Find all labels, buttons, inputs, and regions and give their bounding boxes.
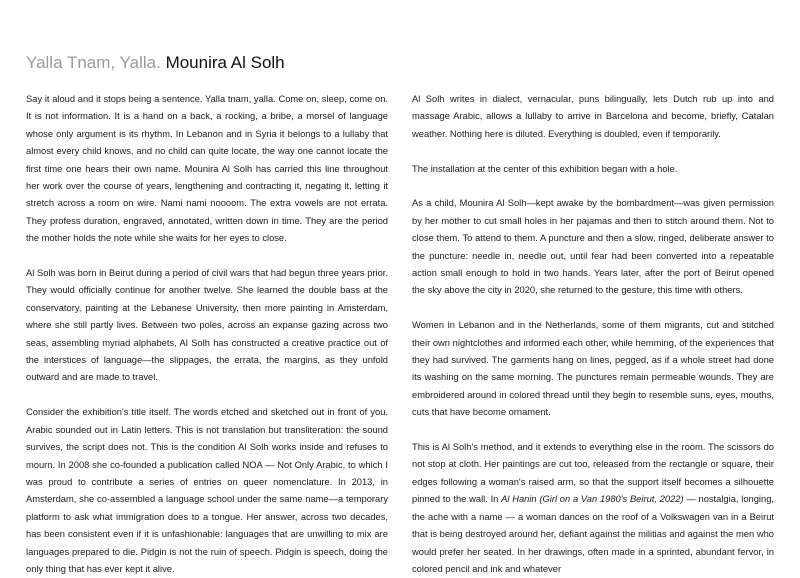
right-text-column	[412, 91, 774, 578]
paragraph: Consider the exhibition's title itself. The words etched and sketched out in front of you. Arabic sounded out in Latin letters. This is not translation but transliteration: the sound survives, the script does not. This is the condition Al Solh works inside and refuses to mourn. In 2008 she co-founded a publication called NOA — Not Only Arabic, to which I was proud to contribute a series of entries on queer nomenclature. In 2013, in Amsterdam, she co-assembled a language school under the same name—a temporary platform to ask what immigration does to a tongue. Her answer, across two decades, has been consistent even if it is unfashionable: languages that are unwilling to mix are languages prepared to die. Pidgin is not the ruin of speech. Pidgin is speech, doing the only thing that has ever kept it alive.	[26, 407, 388, 574]
paragraph: Al Solh was born in Beirut during a period of civil wars that had begun three years prior. They would officially continue for another twelve. She learned the double bass at the conservatory, painting at the Lebanese University, then more painting in Amsterdam, where she still partly lives. Between two poles, across an expanse gazing across two seas, assembling myriad alphabets, Al Solh has constructed a creative practice out of the interstices of language—the slippages, the errata, the margins, as they unfold outward and are made to travel.	[26, 268, 388, 383]
paragraph: Say it aloud and it stops being a sentence. Yalla tnam, yalla. Come on, sleep, come on. It is not information. It is a hand on a back, a rocking, a bribe, a morsel of language whose only argument is its rhythm. In Lebanon and in Syria it belongs to a lullaby that almost every child knows, and no child can quite locate, the way one cannot locate the first time one hears their own name. Mounira Al Solh has carried this line throughout her work over the course of years, lengthening and contracting it, negating it, letting it stretch across a room on wire. Nami nami noooom. The extra vowels are not errata. They profess duration, engraved, annotated, written down in time. They are the period the mother holds the note while she waits for her eyes to close.	[26, 94, 388, 244]
paragraph-text: — nostalgia, longing, the ache with a name — a woman dances on the roof of a Volkswagen van in a Beirut that is being destroyed around her, defiant against the militias and against the men who would prefer her seated. In her drawings, often made in a sprinted, abundant fervor, in colored pencil and ink and whatever	[412, 494, 774, 574]
paragraph: Women in Lebanon and in the Netherlands, some of them migrants, cut and stitched their own nightclothes and informed each other, while hemming, of the experiences that they had survived. The garments hang on lines, pegged, as if a whole street had done its washing on the same morning. The punctures remain permeable wounds. They are embroidered around in colored thread until they begin to resemble suns, eyes, mouths, cuts that have become ornament.	[412, 320, 774, 418]
left-text-column	[26, 91, 388, 578]
paragraph: Al Solh writes in dialect, vernacular, puns bilingually, lets Dutch rub up into and massage Arabic, allows a lullaby to arrive in Barcelona and become, briefly, Catalan weather. Nothing here is diluted. Everything is doubled, even if temporarily.	[412, 94, 774, 139]
paragraph	[412, 439, 774, 578]
paragraph: As a child, Mounira Al Solh—kept awake by the bombardment—was given permission by her mother to cut small holes in her pajamas and then to stitch around them. Not to close them. To attend to them. A puncture and then a slow, ringed, deliberate answer to the puncture: needle in, needle out, until fear had been converted into a repeatable action small enough to hold in two hands. Years later, after the port of Beirut opened the sky above the city in 2020, she returned to the gesture, this time with others.	[412, 198, 774, 296]
artwork-title: Al Hanin (Girl on a Van 1980's Beirut, 2022)	[501, 494, 684, 505]
paragraph: The installation at the center of this exhibition began with a hole.	[412, 163, 678, 174]
exhibition-title: Yalla Tnam, Yalla.	[26, 53, 161, 72]
artist-name: Mounira Al Solh	[165, 53, 285, 72]
page-title	[26, 52, 285, 74]
paragraph-text: This is Al Solh's method, and it extends to everything else in the room. The scissors do not stop at cloth. Her paintings are cut too, released from the rectangle or square, their edges following a woman's raised arm, so that the support itself becomes a silhouette pinned to the wall. In	[412, 442, 774, 505]
